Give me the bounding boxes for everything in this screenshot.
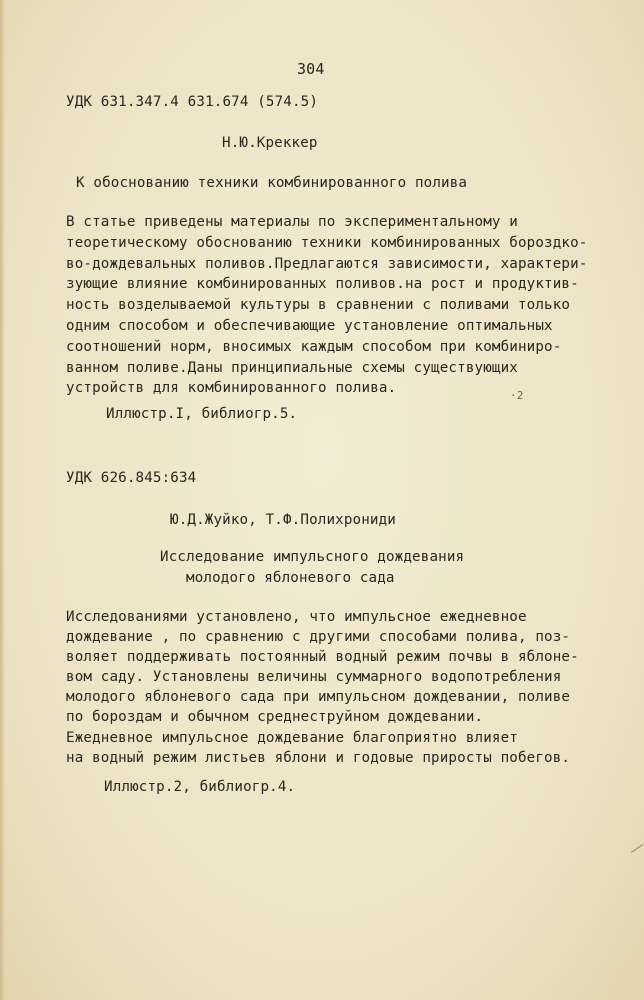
abstract-line: Исследованиями установлено, что импульсное ежедневное — [66, 609, 527, 625]
abstract-line: ванном поливе.Даны принципиальные схемы существующих — [66, 359, 518, 376]
entry-2-authors: Ю.Д.Жуйко, Т.Ф.Полихрониди — [170, 512, 396, 528]
abstract-line: теоретическому обоснованию техники комбинированных бороздко- — [66, 234, 588, 251]
entry-2-illustrations: Иллюстр.2, библиогр.4. — [104, 779, 296, 795]
entry-2-title-line-1: Исследование импульсного дождевания — [160, 549, 465, 565]
abstract-line: устройств для комбинированного полива. — [66, 380, 397, 397]
entry-2-title-line-2: молодого яблоневого сада — [186, 570, 395, 586]
entry-1-illustrations: Иллюстр.I, библиогр.5. — [106, 406, 298, 422]
abstract-line: зующие влияние комбинированных поливов.на рост и продуктив- — [66, 276, 579, 293]
entry-1-udk: УДК 631.347.4 631.674 (574.5) — [66, 94, 319, 110]
entry-2-udk: УДК 626.845:634 — [66, 470, 197, 486]
entry-1-abstract — [66, 212, 588, 399]
page-number: 304 — [297, 60, 325, 78]
abstract-line: вом саду. Установлены величины суммарного водопотребления — [66, 669, 562, 686]
abstract-line: молодого яблоневого сада при импульсном дождевании, поливе — [66, 689, 571, 706]
abstract-line: по бороздам и обычном среднеструйном дождевании. — [66, 709, 484, 726]
entry-2-abstract — [66, 607, 586, 768]
entry-1-authors: Н.Ю.Креккер — [222, 135, 318, 151]
abstract-line: одним способом и обеспечивающие установление оптимальных — [66, 317, 553, 334]
paper-scratch — [631, 844, 643, 853]
abstract-line: воляет поддерживать постоянный водный режим почвы в яблоне- — [66, 649, 579, 666]
page-edge-shadow — [0, 0, 5, 1000]
abstract-line: ность возделываемой культуры в сравнении с поливами только — [66, 297, 571, 314]
abstract-line: соотношений норм, вносимых каждым способом при комбиниро- — [66, 338, 562, 355]
abstract-line: дождевание , по сравнению с другими способами полива, поз- — [66, 629, 571, 646]
abstract-line: В статье приведены материалы по экспериментальному и — [66, 214, 518, 230]
abstract-line: Ежедневное импульсное дождевание благоприятно влияет — [66, 729, 518, 746]
abstract-line: во-дождевальных поливов.Предлагаются зависимости, характери- — [66, 255, 588, 272]
margin-mark: ·2 — [510, 389, 524, 402]
entry-1-title: К обоснованию техники комбинированного полива — [76, 175, 468, 191]
abstract-line: на водный режим листьев яблони и годовые приросты побегов. — [66, 749, 571, 766]
